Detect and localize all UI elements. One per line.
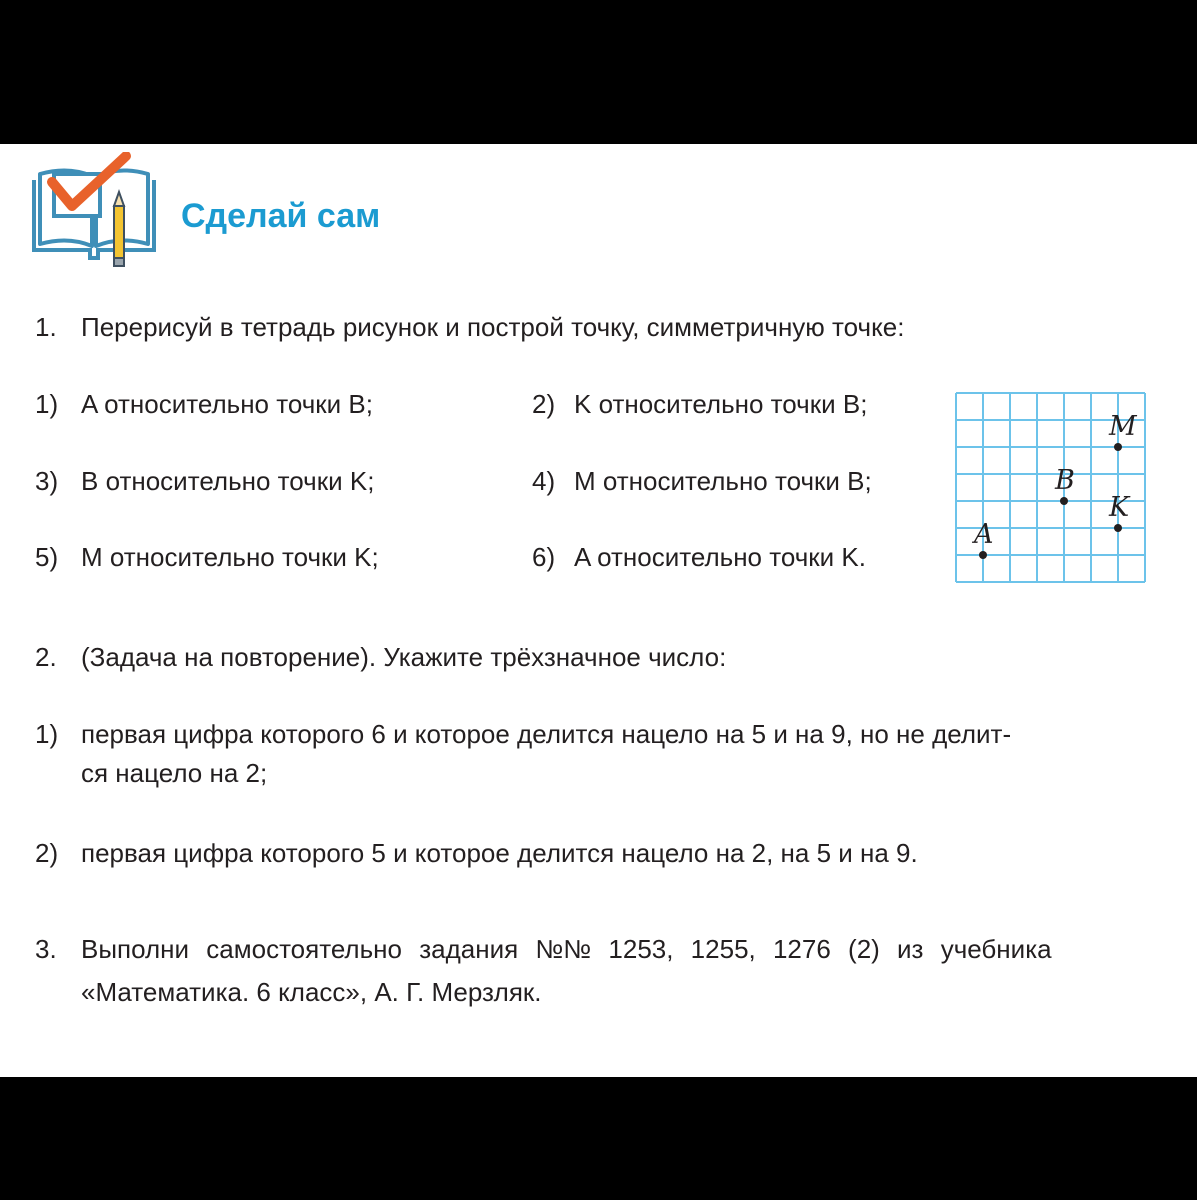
task-text: (Задача на повторение). Укажите трёхзначное число:	[81, 642, 727, 672]
item-text-line: первая цифра которого 5 и которое делится нацело на 2, на 5 и на 9.	[81, 838, 918, 868]
point-label-k: K	[1109, 492, 1130, 523]
task-number: 3.	[35, 934, 57, 964]
task-number: 2.	[35, 642, 57, 672]
item-text-line: первая цифра которого 6 и которое делится нацело на 5 и на 9, но не делит-	[81, 719, 1012, 749]
item-text: A относительно точки B;	[81, 389, 373, 419]
item-text: M относительно точки B;	[574, 466, 872, 496]
worksheet-page	[0, 144, 1197, 1077]
task-number: 1.	[35, 312, 57, 342]
point-label-m: M	[1109, 411, 1137, 442]
item-text: M относительно точки K;	[81, 542, 379, 572]
item-text: A относительно точки K.	[574, 542, 866, 572]
item-number: 1)	[35, 389, 59, 419]
item-number: 4)	[532, 466, 556, 496]
point-b	[1060, 497, 1068, 505]
item-text: K относительно точки B;	[574, 389, 868, 419]
point-label-b: B	[1055, 465, 1075, 496]
point-k	[1114, 524, 1122, 532]
task-text: Перерисуй в тетрадь рисунок и построй точку, симметричную точке:	[81, 312, 905, 342]
item-number: 5)	[35, 542, 59, 572]
item-number: 2)	[35, 838, 59, 868]
item-number: 3)	[35, 466, 59, 496]
task-text-line: Выполни самостоятельно задания №№ 1253, 1255, 1276 (2) из учебника	[81, 934, 1052, 964]
item-number: 2)	[532, 389, 556, 419]
book-checkmark-pencil-icon	[30, 152, 158, 270]
item-text: B относительно точки K;	[81, 466, 375, 496]
item-text-line: ся нацело на 2;	[81, 758, 268, 788]
coordinate-grid-figure	[951, 388, 1151, 584]
point-m	[1114, 443, 1122, 451]
section-title: Сделай сам	[181, 197, 381, 235]
task-text-line: «Математика. 6 класс», А. Г. Мерзляк.	[81, 977, 542, 1007]
item-number: 6)	[532, 542, 556, 572]
item-number: 1)	[35, 719, 59, 749]
point-label-a: A	[974, 519, 994, 550]
point-a	[979, 551, 987, 559]
